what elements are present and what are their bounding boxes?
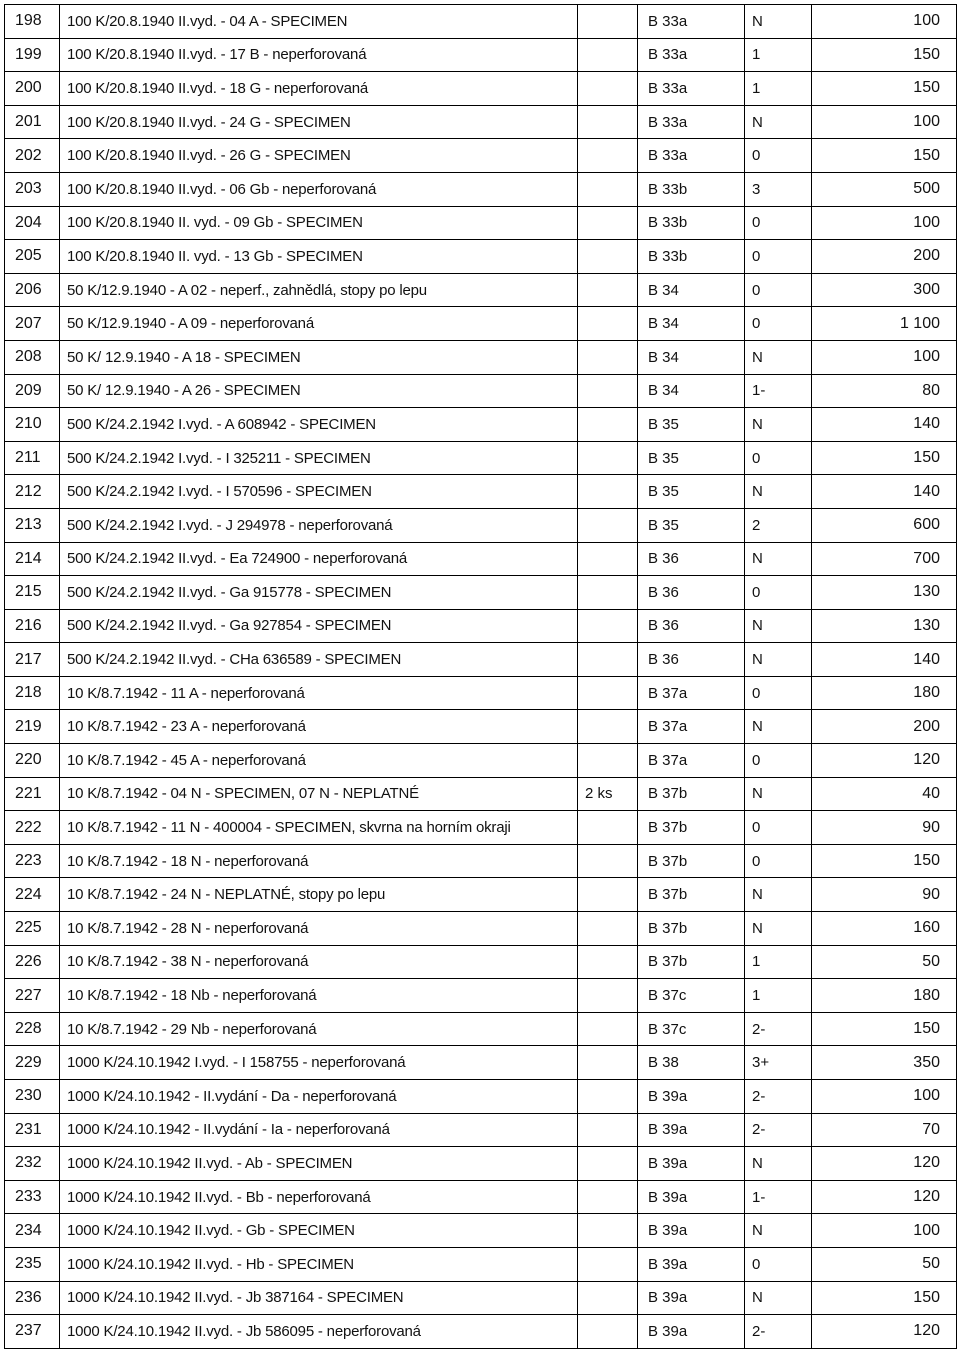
condition-grade: 0	[745, 206, 812, 240]
item-quantity	[578, 710, 638, 744]
item-quantity	[578, 5, 638, 39]
item-description: 500 K/24.2.1942 I.vyd. - I 325211 - SPECIMEN	[60, 441, 578, 475]
item-price: 150	[812, 139, 957, 173]
item-price: 150	[812, 844, 957, 878]
item-description: 500 K/24.2.1942 I.vyd. - J 294978 - neperforovaná	[60, 508, 578, 542]
item-description: 10 K/8.7.1942 - 11 A - neperforovaná	[60, 676, 578, 710]
item-description: 50 K/ 12.9.1940 - A 26 - SPECIMEN	[60, 374, 578, 408]
item-quantity	[578, 1281, 638, 1315]
item-description: 1000 K/24.10.1942 II.vyd. - Bb - neperforovaná	[60, 1180, 578, 1214]
item-description: 50 K/12.9.1940 - A 09 - neperforovaná	[60, 307, 578, 341]
item-quantity	[578, 744, 638, 778]
item-quantity	[578, 72, 638, 106]
catalog-number: B 35	[638, 441, 745, 475]
condition-grade: N	[745, 1281, 812, 1315]
table-row	[5, 1247, 957, 1281]
catalog-number: B 33a	[638, 38, 745, 72]
catalog-number: B 33a	[638, 105, 745, 139]
catalog-number: B 37c	[638, 1012, 745, 1046]
condition-grade: 2	[745, 508, 812, 542]
table-row	[5, 441, 957, 475]
item-description: 10 K/8.7.1942 - 23 A - neperforovaná	[60, 710, 578, 744]
item-quantity	[578, 844, 638, 878]
item-price: 120	[812, 1180, 957, 1214]
catalog-number: B 36	[638, 542, 745, 576]
item-price: 160	[812, 912, 957, 946]
item-number: 203	[5, 172, 60, 206]
table-row	[5, 340, 957, 374]
condition-grade: N	[745, 710, 812, 744]
item-price: 150	[812, 38, 957, 72]
condition-grade: 0	[745, 844, 812, 878]
table-row	[5, 1180, 957, 1214]
item-quantity	[578, 1214, 638, 1248]
item-description: 500 K/24.2.1942 II.vyd. - Ga 915778 - SPECIMEN	[60, 576, 578, 610]
item-description: 10 K/8.7.1942 - 04 N - SPECIMEN, 07 N - NEPLATNÉ	[60, 777, 578, 811]
catalog-number: B 39a	[638, 1147, 745, 1181]
item-price: 130	[812, 576, 957, 610]
item-quantity	[578, 340, 638, 374]
item-quantity	[578, 475, 638, 509]
item-description: 10 K/8.7.1942 - 24 N - NEPLATNÉ, stopy po lepu	[60, 878, 578, 912]
catalog-number: B 35	[638, 408, 745, 442]
item-price: 140	[812, 475, 957, 509]
catalog-body	[5, 5, 957, 1349]
item-description: 500 K/24.2.1942 II.vyd. - Ea 724900 - neperforovaná	[60, 542, 578, 576]
condition-grade: N	[745, 643, 812, 677]
item-description: 1000 K/24.10.1942 II.vyd. - Hb - SPECIMEN	[60, 1247, 578, 1281]
catalog-number: B 33a	[638, 139, 745, 173]
item-description: 10 K/8.7.1942 - 18 N - neperforovaná	[60, 844, 578, 878]
item-quantity	[578, 172, 638, 206]
item-price: 150	[812, 1012, 957, 1046]
item-number: 208	[5, 340, 60, 374]
item-quantity	[578, 1180, 638, 1214]
catalog-number: B 37b	[638, 945, 745, 979]
condition-grade: 2-	[745, 1080, 812, 1114]
item-price: 140	[812, 408, 957, 442]
table-row	[5, 139, 957, 173]
item-number: 233	[5, 1180, 60, 1214]
catalog-number: B 34	[638, 273, 745, 307]
item-number: 224	[5, 878, 60, 912]
item-quantity	[578, 945, 638, 979]
table-row	[5, 1281, 957, 1315]
item-price: 120	[812, 744, 957, 778]
item-price: 200	[812, 240, 957, 274]
item-quantity	[578, 1046, 638, 1080]
item-price: 90	[812, 878, 957, 912]
item-number: 232	[5, 1147, 60, 1181]
item-quantity	[578, 542, 638, 576]
item-price: 150	[812, 441, 957, 475]
catalog-number: B 37b	[638, 912, 745, 946]
item-description: 1000 K/24.10.1942 II.vyd. - Gb - SPECIMEN	[60, 1214, 578, 1248]
catalog-number: B 39a	[638, 1180, 745, 1214]
catalog-number: B 33b	[638, 240, 745, 274]
catalog-number: B 33a	[638, 72, 745, 106]
item-quantity	[578, 878, 638, 912]
item-quantity	[578, 1147, 638, 1181]
item-quantity	[578, 576, 638, 610]
table-row	[5, 744, 957, 778]
item-number: 226	[5, 945, 60, 979]
catalog-number: B 33b	[638, 172, 745, 206]
item-quantity: 2 ks	[578, 777, 638, 811]
item-number: 221	[5, 777, 60, 811]
table-row	[5, 1147, 957, 1181]
item-description: 100 K/20.8.1940 II. vyd. - 13 Gb - SPECIMEN	[60, 240, 578, 274]
item-number: 236	[5, 1281, 60, 1315]
item-quantity	[578, 609, 638, 643]
item-price: 120	[812, 1315, 957, 1349]
item-price: 40	[812, 777, 957, 811]
item-number: 201	[5, 105, 60, 139]
item-number: 216	[5, 609, 60, 643]
item-number: 230	[5, 1080, 60, 1114]
condition-grade: 0	[745, 744, 812, 778]
item-quantity	[578, 441, 638, 475]
item-description: 500 K/24.2.1942 II.vyd. - CHa 636589 - SPECIMEN	[60, 643, 578, 677]
item-description: 1000 K/24.10.1942 I.vyd. - I 158755 - neperforovaná	[60, 1046, 578, 1080]
item-price: 100	[812, 1080, 957, 1114]
item-number: 214	[5, 542, 60, 576]
item-number: 210	[5, 408, 60, 442]
table-row	[5, 374, 957, 408]
item-price: 150	[812, 72, 957, 106]
item-price: 600	[812, 508, 957, 542]
table-row	[5, 307, 957, 341]
condition-grade: 0	[745, 441, 812, 475]
table-row	[5, 945, 957, 979]
condition-grade: 2-	[745, 1315, 812, 1349]
table-row	[5, 475, 957, 509]
item-quantity	[578, 1113, 638, 1147]
item-number: 207	[5, 307, 60, 341]
catalog-number: B 37b	[638, 878, 745, 912]
item-price: 180	[812, 979, 957, 1013]
item-description: 1000 K/24.10.1942 - II.vydání - Da - neperforovaná	[60, 1080, 578, 1114]
condition-grade: 0	[745, 576, 812, 610]
catalog-number: B 36	[638, 643, 745, 677]
condition-grade: N	[745, 475, 812, 509]
item-price: 350	[812, 1046, 957, 1080]
item-description: 100 K/20.8.1940 II.vyd. - 04 A - SPECIMEN	[60, 5, 578, 39]
item-description: 10 K/8.7.1942 - 28 N - neperforovaná	[60, 912, 578, 946]
item-number: 209	[5, 374, 60, 408]
condition-grade: N	[745, 105, 812, 139]
condition-grade: 1-	[745, 1180, 812, 1214]
catalog-table	[4, 4, 957, 1349]
condition-grade: 0	[745, 240, 812, 274]
item-description: 500 K/24.2.1942 I.vyd. - I 570596 - SPECIMEN	[60, 475, 578, 509]
item-number: 223	[5, 844, 60, 878]
item-quantity	[578, 1315, 638, 1349]
condition-grade: 0	[745, 307, 812, 341]
item-number: 204	[5, 206, 60, 240]
item-number: 212	[5, 475, 60, 509]
catalog-number: B 39a	[638, 1247, 745, 1281]
item-description: 10 K/8.7.1942 - 38 N - neperforovaná	[60, 945, 578, 979]
item-number: 202	[5, 139, 60, 173]
item-quantity	[578, 408, 638, 442]
condition-grade: N	[745, 878, 812, 912]
item-number: 227	[5, 979, 60, 1013]
condition-grade: N	[745, 777, 812, 811]
catalog-number: B 39a	[638, 1281, 745, 1315]
item-description: 100 K/20.8.1940 II.vyd. - 06 Gb - neperforovaná	[60, 172, 578, 206]
condition-grade: N	[745, 408, 812, 442]
condition-grade: 0	[745, 1247, 812, 1281]
item-price: 90	[812, 811, 957, 845]
catalog-number: B 37a	[638, 676, 745, 710]
table-row	[5, 542, 957, 576]
table-row	[5, 710, 957, 744]
table-row	[5, 273, 957, 307]
condition-grade: 0	[745, 676, 812, 710]
item-number: 235	[5, 1247, 60, 1281]
item-description: 10 K/8.7.1942 - 45 A - neperforovaná	[60, 744, 578, 778]
item-description: 500 K/24.2.1942 II.vyd. - Ga 927854 - SPECIMEN	[60, 609, 578, 643]
item-description: 1000 K/24.10.1942 II.vyd. - Jb 387164 - SPECIMEN	[60, 1281, 578, 1315]
item-quantity	[578, 273, 638, 307]
item-number: 215	[5, 576, 60, 610]
condition-grade: N	[745, 542, 812, 576]
condition-grade: 1	[745, 945, 812, 979]
item-price: 50	[812, 945, 957, 979]
item-quantity	[578, 912, 638, 946]
catalog-number: B 36	[638, 609, 745, 643]
table-row	[5, 1046, 957, 1080]
catalog-number: B 33a	[638, 5, 745, 39]
table-row	[5, 38, 957, 72]
condition-grade: 2-	[745, 1113, 812, 1147]
condition-grade: 1-	[745, 374, 812, 408]
item-price: 100	[812, 105, 957, 139]
table-row	[5, 777, 957, 811]
item-price: 140	[812, 643, 957, 677]
table-row	[5, 172, 957, 206]
table-row	[5, 912, 957, 946]
table-row	[5, 1214, 957, 1248]
catalog-number: B 37a	[638, 744, 745, 778]
item-price: 700	[812, 542, 957, 576]
item-price: 80	[812, 374, 957, 408]
catalog-number: B 33b	[638, 206, 745, 240]
item-price: 100	[812, 340, 957, 374]
table-row	[5, 811, 957, 845]
condition-grade: N	[745, 1214, 812, 1248]
item-description: 100 K/20.8.1940 II.vyd. - 24 G - SPECIMEN	[60, 105, 578, 139]
item-description: 500 K/24.2.1942 I.vyd. - A 608942 - SPECIMEN	[60, 408, 578, 442]
item-description: 1000 K/24.10.1942 - II.vydání - Ia - neperforovaná	[60, 1113, 578, 1147]
condition-grade: N	[745, 912, 812, 946]
item-price: 180	[812, 676, 957, 710]
table-row	[5, 844, 957, 878]
item-quantity	[578, 374, 638, 408]
table-row	[5, 878, 957, 912]
item-price: 150	[812, 1281, 957, 1315]
table-row	[5, 206, 957, 240]
item-number: 228	[5, 1012, 60, 1046]
item-price: 50	[812, 1247, 957, 1281]
item-number: 225	[5, 912, 60, 946]
condition-grade: 3	[745, 172, 812, 206]
item-number: 229	[5, 1046, 60, 1080]
item-description: 50 K/12.9.1940 - A 02 - neperf., zahnědlá, stopy po lepu	[60, 273, 578, 307]
item-number: 231	[5, 1113, 60, 1147]
condition-grade: 1	[745, 72, 812, 106]
item-description: 10 K/8.7.1942 - 18 Nb - neperforovaná	[60, 979, 578, 1013]
item-description: 1000 K/24.10.1942 II.vyd. - Ab - SPECIMEN	[60, 1147, 578, 1181]
item-price: 100	[812, 1214, 957, 1248]
item-quantity	[578, 206, 638, 240]
condition-grade: 0	[745, 811, 812, 845]
table-row	[5, 1113, 957, 1147]
condition-grade: 0	[745, 139, 812, 173]
condition-grade: N	[745, 5, 812, 39]
item-number: 217	[5, 643, 60, 677]
catalog-number: B 34	[638, 307, 745, 341]
condition-grade: 1	[745, 979, 812, 1013]
item-number: 219	[5, 710, 60, 744]
catalog-number: B 35	[638, 475, 745, 509]
item-number: 200	[5, 72, 60, 106]
catalog-number: B 39a	[638, 1315, 745, 1349]
item-quantity	[578, 979, 638, 1013]
table-row	[5, 508, 957, 542]
item-number: 220	[5, 744, 60, 778]
item-quantity	[578, 38, 638, 72]
catalog-number: B 38	[638, 1046, 745, 1080]
item-price: 120	[812, 1147, 957, 1181]
item-price: 130	[812, 609, 957, 643]
catalog-number: B 34	[638, 374, 745, 408]
item-description: 100 K/20.8.1940 II. vyd. - 09 Gb - SPECIMEN	[60, 206, 578, 240]
item-quantity	[578, 1012, 638, 1046]
item-quantity	[578, 307, 638, 341]
condition-grade: 3+	[745, 1046, 812, 1080]
item-number: 206	[5, 273, 60, 307]
item-number: 199	[5, 38, 60, 72]
table-row	[5, 408, 957, 442]
catalog-number: B 34	[638, 340, 745, 374]
item-number: 213	[5, 508, 60, 542]
item-price: 300	[812, 273, 957, 307]
item-price: 500	[812, 172, 957, 206]
item-description: 10 K/8.7.1942 - 29 Nb - neperforovaná	[60, 1012, 578, 1046]
item-quantity	[578, 240, 638, 274]
catalog-number: B 39a	[638, 1113, 745, 1147]
table-row	[5, 576, 957, 610]
item-price: 1 100	[812, 307, 957, 341]
catalog-number: B 37b	[638, 811, 745, 845]
table-row	[5, 643, 957, 677]
condition-grade: 2-	[745, 1012, 812, 1046]
item-description: 50 K/ 12.9.1940 - A 18 - SPECIMEN	[60, 340, 578, 374]
table-row	[5, 240, 957, 274]
item-description: 1000 K/24.10.1942 II.vyd. - Jb 586095 - neperforovaná	[60, 1315, 578, 1349]
item-number: 222	[5, 811, 60, 845]
catalog-number: B 35	[638, 508, 745, 542]
item-description: 100 K/20.8.1940 II.vyd. - 18 G - neperforovaná	[60, 72, 578, 106]
item-quantity	[578, 1080, 638, 1114]
item-number: 234	[5, 1214, 60, 1248]
table-row	[5, 72, 957, 106]
item-number: 237	[5, 1315, 60, 1349]
item-price: 70	[812, 1113, 957, 1147]
item-quantity	[578, 139, 638, 173]
table-row	[5, 105, 957, 139]
item-number: 205	[5, 240, 60, 274]
table-row	[5, 609, 957, 643]
item-quantity	[578, 105, 638, 139]
condition-grade: 1	[745, 38, 812, 72]
catalog-number: B 39a	[638, 1214, 745, 1248]
catalog-number: B 39a	[638, 1080, 745, 1114]
item-quantity	[578, 643, 638, 677]
catalog-number: B 37b	[638, 844, 745, 878]
item-quantity	[578, 811, 638, 845]
item-description: 100 K/20.8.1940 II.vyd. - 26 G - SPECIMEN	[60, 139, 578, 173]
table-row	[5, 676, 957, 710]
condition-grade: 0	[745, 273, 812, 307]
item-price: 200	[812, 710, 957, 744]
item-quantity	[578, 676, 638, 710]
catalog-number: B 37a	[638, 710, 745, 744]
item-quantity	[578, 508, 638, 542]
item-quantity	[578, 1247, 638, 1281]
table-row	[5, 1315, 957, 1349]
catalog-number: B 36	[638, 576, 745, 610]
item-price: 100	[812, 206, 957, 240]
catalog-number: B 37b	[638, 777, 745, 811]
item-description: 100 K/20.8.1940 II.vyd. - 17 B - neperforovaná	[60, 38, 578, 72]
item-number: 211	[5, 441, 60, 475]
item-price: 100	[812, 5, 957, 39]
table-row	[5, 1080, 957, 1114]
table-row	[5, 979, 957, 1013]
condition-grade: N	[745, 1147, 812, 1181]
item-number: 198	[5, 5, 60, 39]
item-number: 218	[5, 676, 60, 710]
item-description: 10 K/8.7.1942 - 11 N - 400004 - SPECIMEN, skvrna na horním okraji	[60, 811, 578, 845]
condition-grade: N	[745, 609, 812, 643]
catalog-number: B 37c	[638, 979, 745, 1013]
table-row	[5, 1012, 957, 1046]
table-row	[5, 5, 957, 39]
condition-grade: N	[745, 340, 812, 374]
